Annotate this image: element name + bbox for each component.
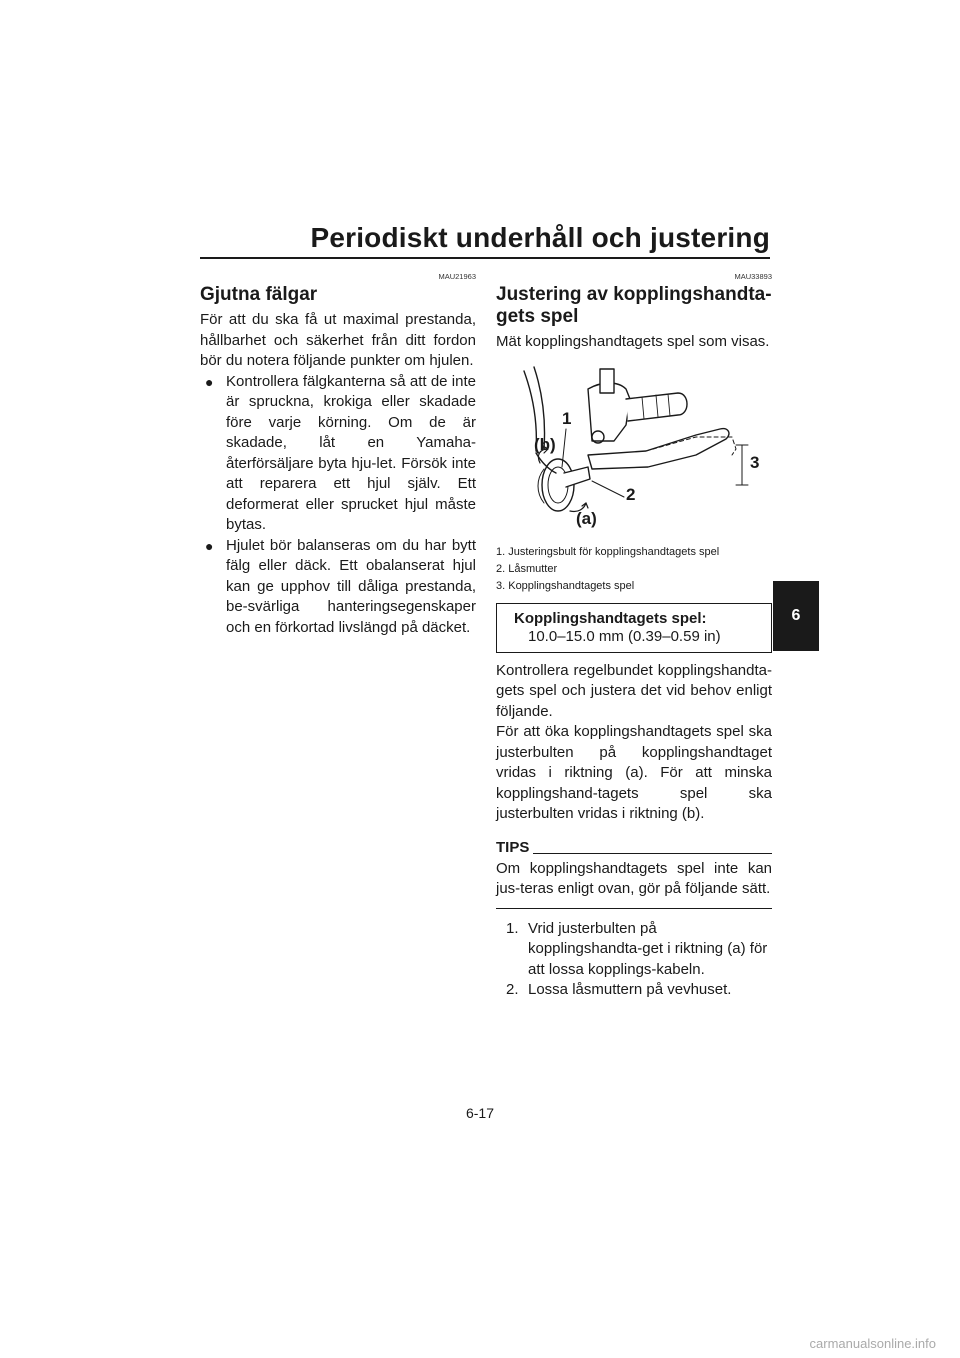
- intro-paragraph: För att du ska få ut maximal prestanda, hållbarhet och säkerhet från ditt fordon bör du notera följande punkter om hjulen.: [200, 311, 476, 369]
- step-number: 1.: [506, 919, 519, 937]
- step-number: 2.: [506, 981, 519, 998]
- bullet-icon: ●: [205, 537, 214, 554]
- bullet-text: Kontrollera fälgkanterna så att de inte är spruckna, krokiga eller skadade före varje körning. Om de är skadade, låt en Yamaha-återförsäljare byta hju-let. Försök inte att reparera ett hjul själv. Ett deformerat eller sprucket hjul måste bytas.: [226, 372, 476, 533]
- tips-rule: [533, 853, 772, 854]
- tips-label: TIPS: [496, 838, 530, 856]
- bullet-list: [200, 372, 476, 639]
- section-code: MAU21963: [438, 272, 476, 281]
- section-heading: Gjutna fälgar: [200, 284, 318, 305]
- bullet-icon: ●: [205, 373, 214, 390]
- step-item: [496, 919, 772, 981]
- caption-item: 2. Låsmutter: [496, 562, 558, 575]
- title-rule: [200, 257, 770, 259]
- step-text: Vrid justerbulten på kopplingshandta-get i riktning (a) för att lossa kopplings-kabeln.: [528, 919, 768, 978]
- right-column: [496, 272, 772, 1001]
- tips-end-rule: [496, 908, 772, 909]
- step-item: [496, 980, 772, 1001]
- bullet-text: Hjulet bör balanseras om du har bytt fälg eller däck. Ett obalanserat hjul kan ge upphov till dåliga prestanda, be-svärliga hanteringsegenskaper och en förkortad livslängd på däcket.: [226, 536, 476, 636]
- watermark: carmanualsonline.info: [809, 1336, 936, 1351]
- chapter-tab: 6: [773, 581, 819, 651]
- tips-header: [496, 839, 772, 857]
- spec-label: Kopplingshandtagets spel:: [514, 609, 707, 627]
- section-heading: Justering av kopplingshandta-gets spel: [496, 284, 772, 327]
- spec-box: [496, 603, 772, 653]
- spec-value: 10.0–15.0 mm (0.39–0.59 in): [528, 627, 721, 645]
- body-paragraph: Kontrollera regelbundet kopplingshandta-gets spel och justera det vid behov enligt följande.: [496, 661, 772, 720]
- clutch-lever-figure: [496, 363, 772, 539]
- figure-label-2: 2: [626, 484, 636, 504]
- page-title: Periodiskt underhåll och justering: [310, 222, 770, 253]
- figure-label-a: (a): [576, 508, 597, 528]
- bullet-item: [200, 372, 476, 536]
- figure-label-1: 1: [562, 408, 572, 428]
- caption-item: 3. Kopplingshandtagets spel: [496, 579, 635, 592]
- body-paragraph: För att öka kopplingshandtagets spel ska justerbulten på kopplingshandtaget vridas i riktning (a). För att minska kopplingshand-tagets spel ska justerbulten vridas i riktning (b).: [496, 723, 772, 822]
- figure-label-b: (b): [534, 434, 556, 454]
- bullet-item: [200, 536, 476, 639]
- figure-captions: [496, 544, 772, 595]
- left-column: [200, 272, 476, 638]
- caption-item: 1. Justeringsbult för kopplingshandtagets spel: [496, 545, 720, 558]
- step-text: Lossa låsmuttern på vevhuset.: [528, 981, 732, 998]
- figure-label-3: 3: [750, 452, 760, 472]
- page-number: 6-17: [465, 1105, 495, 1121]
- section-code: MAU33893: [734, 272, 772, 281]
- tips-text: Om kopplingshandtagets spel inte kan jus-teras enligt ovan, gör på följande sätt.: [496, 859, 772, 897]
- steps-list: [496, 919, 772, 1001]
- intro-paragraph: Mät kopplingshandtagets spel som visas.: [496, 333, 770, 350]
